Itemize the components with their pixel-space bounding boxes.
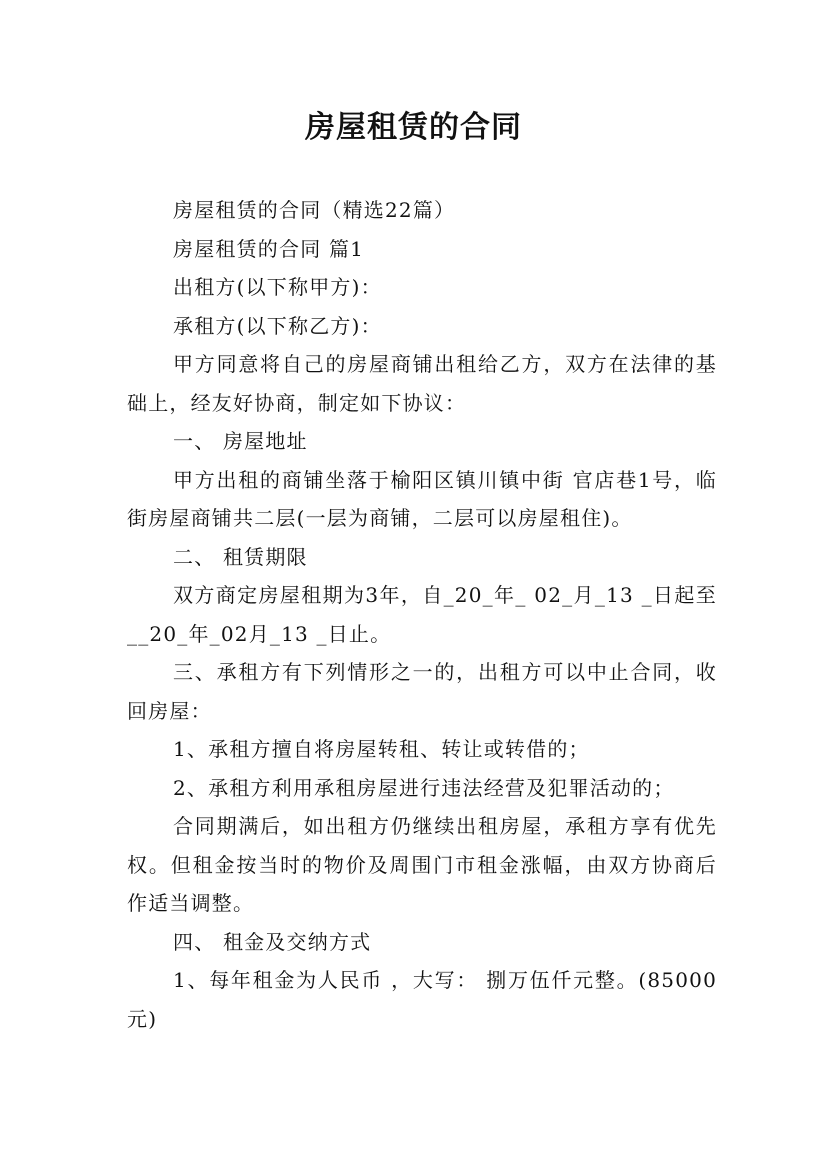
paragraph-lessor: 出租方(以下称甲方)： xyxy=(173,275,382,299)
paragraph-heading-term: 二、 租赁期限 xyxy=(173,544,308,569)
paragraph-term: 双方商定房屋租期为3年，自_20_年_ 02_月_13 _日起至__20_年_02月_13 _日止。 xyxy=(127,583,717,646)
paragraph-clause-1: 1、承租方擅自将房屋转租、转让或转借的； xyxy=(173,737,590,761)
paragraph-heading-rent: 四、 租金及交纳方式 xyxy=(173,929,372,954)
paragraph-agreement-intro: 甲方同意将自己的房屋商铺出租给乙方，双方在法律的基础上，经友好协商，制定如下协议： xyxy=(127,352,717,415)
paragraph-section-heading: 房屋租赁的合同 篇1 xyxy=(173,236,365,261)
paragraph-clause-2: 2、承租方利用承租房屋进行违法经营及犯罪活动的； xyxy=(173,775,675,800)
paragraph-termination: 三、承租方有下列情形之一的，出租方可以中止合同，收回房屋： xyxy=(127,660,717,723)
paragraph-address: 甲方出租的商铺坐落于榆阳区镇川镇中街 官店巷1号，临街房屋商铺共二层(一层为商铺，二层可以房屋租住)。 xyxy=(127,467,717,530)
paragraph-subtitle: 房屋租赁的合同（精选22篇） xyxy=(173,198,456,222)
paragraph-heading-address: 一、 房屋地址 xyxy=(173,429,308,453)
paragraph-renewal: 合同期满后，如出租方仍继续出租房屋，承租方享有优先权。但租金按当时的物价及周围门市租金涨幅，由双方协商后作适当调整。 xyxy=(127,814,717,915)
paragraph-lessee: 承租方(以下称乙方)： xyxy=(173,313,382,338)
paragraph-rent-amount: 1、每年租金为人民币 ，大写： 捌万伍仟元整。(85000元) xyxy=(127,968,717,1031)
document-body xyxy=(127,191,717,1038)
document-title: 房屋租赁的合同 xyxy=(305,110,522,145)
